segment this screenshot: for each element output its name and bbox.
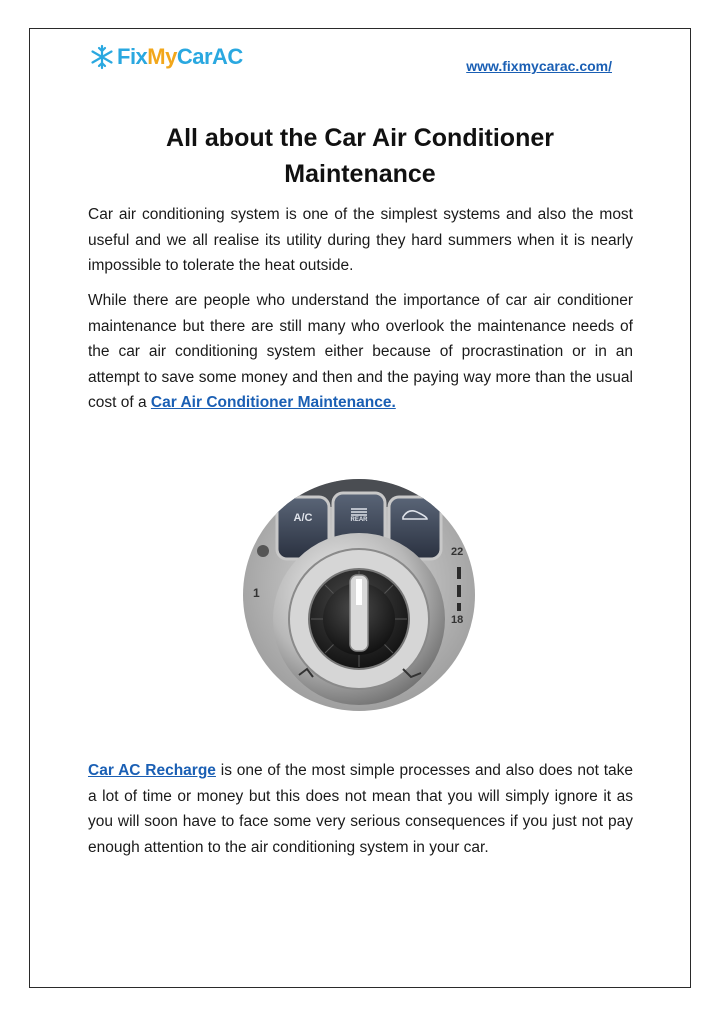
car-ac-recharge-link[interactable]: Car AC Recharge	[88, 762, 216, 779]
svg-text:A/C: A/C	[293, 512, 313, 524]
svg-text:22: 22	[451, 546, 464, 558]
snowflake-icon	[89, 44, 115, 70]
recharge-paragraph: Car AC Recharge is one of the most simple processes and also does not take a lot of time or money but this does not mean that you will simply ignore it as you will soon have to face some very serious consequences if you just not pay enough attention to the air conditioning system in your car.	[88, 762, 633, 856]
ac-control-image	[243, 479, 475, 711]
car-ac-maintenance-link[interactable]: Car Air Conditioner Maintenance.	[150, 394, 396, 411]
intro-paragraph: Car air conditioning system is one of the simplest systems and also the most useful and we all realise its utility during they hard summers when it is nearly impossible to tolerate the heat outside.	[88, 206, 633, 274]
logo-text: FixMyCarAC	[117, 44, 243, 69]
svg-text:1: 1	[253, 586, 260, 600]
svg-text:REAR: REAR	[350, 517, 368, 523]
brand-logo[interactable]	[89, 42, 243, 72]
svg-text:18: 18	[451, 614, 464, 626]
page-title: All about the Car Air Conditioner Maintenance	[166, 124, 554, 188]
site-url-link[interactable]: www.fixmycarac.com/	[466, 58, 612, 74]
maintenance-paragraph: While there are people who understand the importance of car air conditioner maintenance but there are still many who overlook the maintenance needs of the car air conditioning system either because of procrastination or in an attempt to save some money and then and the paying way more than the usual cost of a Car Air Conditioner Maintenance.	[88, 292, 633, 411]
